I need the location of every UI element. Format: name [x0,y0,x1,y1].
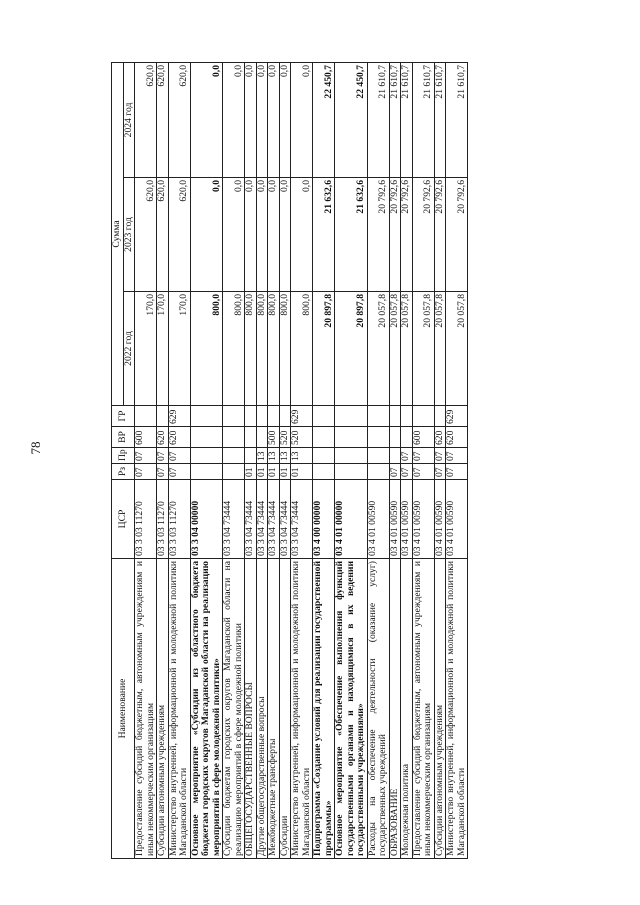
cell-vr [401,427,413,448]
cell-2023: 21 632,6 [313,178,335,292]
cell-pr: 07 [434,448,446,464]
table-header [112,62,135,858]
cell-2023: 620,0 [168,178,190,292]
cell-vr [245,427,257,448]
cell-2022: 20 057,8 [446,292,468,406]
cell-2024: 0,0 [256,62,268,177]
header-name: Наименование [112,559,135,859]
cell-rz: 07 [168,464,190,480]
cell-rz [335,464,368,480]
cell-gr [389,406,401,427]
cell-2023: 0,0 [279,178,291,292]
table-body [135,62,468,858]
table-row [446,62,468,858]
cell-pr: 13 [279,448,291,464]
cell-csr: 03 4 01 00590 [434,480,446,559]
cell-pr: 07 [401,448,413,464]
budget-table [111,62,468,859]
cell-name: ОБЩЕГОСУДАРСТВЕННЫЕ ВОПРОСЫ [245,559,257,859]
header-vr: ВР [112,427,135,448]
header-gr: ГР [112,406,135,427]
cell-csr: 03 4 01 00590 [389,480,401,559]
cell-2023: 21 632,6 [335,178,368,292]
table-row [268,62,280,858]
cell-csr: 03 3 04 73444 [279,480,291,559]
header-pr: Пр [112,448,135,464]
cell-pr: 07 [412,448,434,464]
cell-2022: 20 057,8 [412,292,434,406]
cell-pr [367,448,389,464]
cell-2023: 20 792,6 [367,178,389,292]
table-row [190,62,223,858]
cell-2024: 21 610,7 [401,62,413,177]
cell-2024: 0,0 [268,62,280,177]
cell-2024: 0,0 [245,62,257,177]
cell-csr: 03 3 03 11270 [135,480,157,559]
cell-vr [256,427,268,448]
cell-2022: 170,0 [135,292,157,406]
cell-2024: 620,0 [157,62,169,177]
cell-2022: 20 057,8 [367,292,389,406]
cell-2023: 20 792,6 [401,178,413,292]
cell-csr: 03 3 04 73444 [268,480,280,559]
cell-2024: 21 610,7 [434,62,446,177]
cell-2024: 0,0 [190,62,223,177]
cell-name: Субсидии автономным учреждениям [434,559,446,859]
cell-pr: 13 [256,448,268,464]
cell-name: Предоставление субсидий бюджетным, автономным учреждениям и иным некоммерческим организациям [135,559,157,859]
cell-gr [223,406,245,427]
table-row [335,62,368,858]
cell-vr [313,427,335,448]
cell-name: Министерство внутренней, информационной и молодежной политики Магаданской области [446,559,468,859]
cell-gr [279,406,291,427]
table-row [389,62,401,858]
cell-2024: 21 610,7 [367,62,389,177]
cell-csr: 03 3 04 00000 [190,480,223,559]
table-row [135,62,157,858]
header-csr: ЦСР [112,480,135,559]
cell-rz: 07 [389,464,401,480]
cell-rz: 07 [157,464,169,480]
cell-rz: 07 [412,464,434,480]
cell-2023: 0,0 [190,178,223,292]
cell-name: Межбюджетные трансферты [268,559,280,859]
cell-csr: 03 3 04 73444 [245,480,257,559]
table-row [279,62,291,858]
rotated-table-container [111,63,559,859]
cell-vr [190,427,223,448]
cell-2023: 0,0 [256,178,268,292]
cell-2023: 0,0 [268,178,280,292]
cell-csr: 03 4 01 00590 [401,480,413,559]
cell-gr: 629 [291,406,313,427]
cell-rz [190,464,223,480]
cell-rz: 01 [256,464,268,480]
cell-csr: 03 3 03 11270 [157,480,169,559]
cell-pr [245,448,257,464]
cell-2023: 620,0 [135,178,157,292]
cell-gr [412,406,434,427]
header-2024: 2024 год [123,62,135,177]
cell-pr: 07 [157,448,169,464]
cell-vr: 520 [291,427,313,448]
cell-name: Подпрограмма «Создание условий для реализации государственной программы» [313,559,335,859]
cell-rz: 07 [401,464,413,480]
cell-vr [223,427,245,448]
cell-vr: 520 [279,427,291,448]
cell-csr: 03 3 03 11270 [168,480,190,559]
cell-rz: 07 [446,464,468,480]
cell-2024: 620,0 [135,62,157,177]
cell-name: Основное мероприятие «Субсидии из областного бюджета бюджетам городских округов Магаданской области на реализацию мероприятий в сфере молодежной политики» [190,559,223,859]
cell-2022: 800,0 [245,292,257,406]
cell-vr: 620 [157,427,169,448]
table-row [223,62,245,858]
cell-vr [389,427,401,448]
cell-csr: 03 3 04 73444 [291,480,313,559]
cell-csr: 03 3 04 73444 [223,480,245,559]
cell-rz [367,464,389,480]
table-row [157,62,169,858]
cell-name: Министерство внутренней, информационной и молодежной политики Магаданской области [168,559,190,859]
cell-2022: 170,0 [157,292,169,406]
cell-name: Основное мероприятие «Обеспечение выполнения функций государственными органами и находящимися в их ведении государственными учреждениями» [335,559,368,859]
cell-2022: 20 057,8 [434,292,446,406]
cell-rz: 01 [279,464,291,480]
cell-2022: 800,0 [190,292,223,406]
cell-name: Молодежная политика [401,559,413,859]
cell-2023: 0,0 [291,178,313,292]
cell-vr: 620 [434,427,446,448]
cell-2024: 21 610,7 [389,62,401,177]
cell-2022: 800,0 [268,292,280,406]
cell-gr [268,406,280,427]
cell-2024: 21 610,7 [446,62,468,177]
table-row [313,62,335,858]
cell-name: Другие общегосударственные вопросы [256,559,268,859]
cell-csr: 03 4 01 00590 [446,480,468,559]
cell-csr: 03 4 01 00590 [412,480,434,559]
cell-2024: 22 450,7 [313,62,335,177]
cell-name: Субсидии автономным учреждениям [157,559,169,859]
cell-rz [223,464,245,480]
header-2022: 2022 год [123,292,135,406]
cell-2023: 20 792,6 [446,178,468,292]
cell-gr [434,406,446,427]
cell-2022: 20 897,8 [313,292,335,406]
cell-pr: 07 [135,448,157,464]
table-row [434,62,446,858]
table-row [367,62,389,858]
table-row [245,62,257,858]
cell-2023: 620,0 [157,178,169,292]
cell-gr [135,406,157,427]
cell-pr: 07 [446,448,468,464]
cell-gr [313,406,335,427]
cell-pr: 13 [291,448,313,464]
cell-vr: 500 [268,427,280,448]
cell-csr: 03 4 01 00000 [335,480,368,559]
cell-csr: 03 4 00 00000 [313,480,335,559]
cell-2022: 800,0 [291,292,313,406]
cell-gr [401,406,413,427]
table-row [256,62,268,858]
cell-2023: 20 792,6 [434,178,446,292]
header-rz: Рз [112,464,135,480]
page-number: 78 [28,441,43,455]
cell-2024: 21 610,7 [412,62,434,177]
cell-vr [335,427,368,448]
cell-2023: 0,0 [223,178,245,292]
cell-2023: 0,0 [245,178,257,292]
cell-2022: 20 897,8 [335,292,368,406]
cell-2022: 800,0 [279,292,291,406]
cell-2023: 20 792,6 [389,178,401,292]
cell-rz: 07 [434,464,446,480]
cell-pr [389,448,401,464]
cell-rz [313,464,335,480]
cell-gr [256,406,268,427]
cell-name: Предоставление субсидий бюджетным, автономным учреждениям и иным некоммерческим организациям [412,559,434,859]
cell-2024: 22 450,7 [335,62,368,177]
cell-gr: 629 [168,406,190,427]
cell-vr: 620 [446,427,468,448]
cell-rz: 01 [268,464,280,480]
cell-2022: 800,0 [256,292,268,406]
cell-pr [223,448,245,464]
cell-2022: 20 057,8 [401,292,413,406]
cell-csr: 03 3 04 73444 [256,480,268,559]
header-2023: 2023 год [123,178,135,292]
cell-2024: 620,0 [168,62,190,177]
cell-pr: 13 [268,448,280,464]
cell-rz: 01 [245,464,257,480]
cell-rz: 01 [291,464,313,480]
cell-gr [335,406,368,427]
cell-vr: 600 [412,427,434,448]
cell-name: Министерство внутренней, информационной и молодежной политики Магаданской области [291,559,313,859]
table-row [291,62,313,858]
cell-vr: 620 [168,427,190,448]
cell-gr: 629 [446,406,468,427]
table-row [412,62,434,858]
cell-2023: 20 792,6 [412,178,434,292]
cell-gr [190,406,223,427]
cell-vr [367,427,389,448]
cell-csr: 03 4 01 00590 [367,480,389,559]
cell-gr [367,406,389,427]
cell-pr [313,448,335,464]
cell-name: Субсидии бюджетам городских округов Магаданской области на реализацию мероприятий в сфере молодежной политики [223,559,245,859]
cell-2024: 0,0 [291,62,313,177]
cell-name: Расходы на обеспечение деятельности (оказание услуг) государственных учреждений [367,559,389,859]
cell-pr [335,448,368,464]
cell-gr [245,406,257,427]
cell-name: Субсидии [279,559,291,859]
cell-2022: 170,0 [168,292,190,406]
table-row [168,62,190,858]
cell-2022: 20 057,8 [389,292,401,406]
cell-gr [157,406,169,427]
cell-rz: 07 [135,464,157,480]
cell-2022: 800,0 [223,292,245,406]
header-sum: Сумма [112,62,124,405]
table-row [401,62,413,858]
cell-pr [190,448,223,464]
cell-name: ОБРАЗОВАНИЕ [389,559,401,859]
cell-2024: 0,0 [223,62,245,177]
cell-vr: 600 [135,427,157,448]
cell-2024: 0,0 [279,62,291,177]
cell-pr: 07 [168,448,190,464]
